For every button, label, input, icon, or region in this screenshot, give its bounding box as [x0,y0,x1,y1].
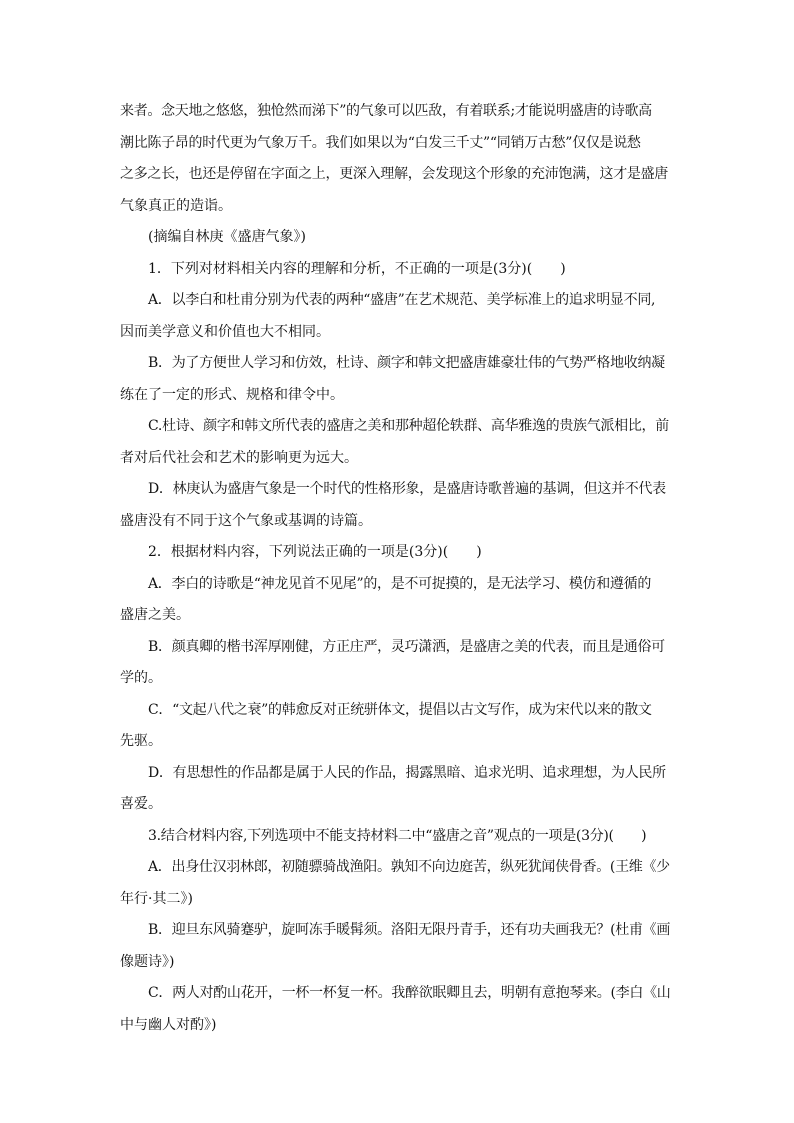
question-stem: 3.结合材料内容,下列选项中不能支持材料二中“盛唐之音”观点的一项是(3分)( ) [148,827,647,844]
option-line: B．颜真卿的楷书浑厚刚健，方正庄严，灵巧潇洒，是盛唐之美的代表，而且是通俗可 [148,638,665,655]
option-line: 者对后代社会和艺术的影响更为远大。 [120,449,358,466]
question-1 [120,254,680,538]
option-line: 中与幽人对酌》) [120,1016,217,1033]
option-line: 因而美学意义和价值也大不相同。 [120,323,330,340]
option-d [120,758,680,821]
option-b [120,348,680,411]
option-line: C．两人对酌山花开，一杯一杯复一杯。我醉欲眠卿且去，明朝有意抱琴来。(李白《山 [148,985,671,1001]
option-line: 喜爱。 [120,796,162,812]
option-b [120,632,680,695]
question-3 [120,821,680,1042]
option-d [120,474,680,537]
option-line: 盛唐之美。 [120,607,190,623]
option-b [120,915,680,978]
passage-line: 气象真正的造诣。 [120,197,232,214]
option-line: 盛唐没有不同于这个气象或基调的诗篇。 [120,512,372,529]
option-c [120,411,680,474]
option-a [120,569,680,632]
question-2 [120,537,680,821]
question-stem: 2．根据材料内容，下列说法正确的一项是(3分)( ) [148,544,482,560]
option-line: C.杜诗、颜字和韩文所代表的盛唐之美和那种超伦轶群、高华雅逸的贵族气派相比，前 [148,418,669,434]
passage-line: 之多之长，也还是停留在字面之上，更深入理解，会发现这个形象的充沛饱满，这才是盛唐 [120,166,668,182]
option-line: A．以李白和杜甫分别为代表的两种“盛唐”在艺术规范、美学标准上的追求明显不同, [148,292,656,308]
option-line: 学的。 [120,670,162,686]
option-c [120,695,680,758]
option-a [120,852,680,915]
option-c [120,978,680,1041]
option-line: B．迎旦东风骑蹇驴，旋呵冻手暖髯须。洛阳无限丹青手，还有功夫画我无？(杜甫《画 [148,922,671,938]
option-line: A．出身仕汉羽林郎，初随骠骑战渔阳。孰知不向边庭苦，纵死犹闻侠骨香。(王维《少 [148,859,670,875]
option-line: B．为了方便世人学习和仿效，杜诗、颜字和韩文把盛唐雄豪壮伟的气势严格地收纳凝 [148,355,665,371]
option-a [120,285,680,348]
option-line: 年行·其二》) [120,890,193,907]
option-line: 像题诗》) [120,953,175,970]
option-line: A．李白的诗歌是“神龙见首不见尾”的，是不可捉摸的，是无法学习、模仿和遵循的 [148,575,652,592]
passage-line: 来者。念天地之悠悠，独怆然而涕下”的气象可以匹敌，有着联系;才能说明盛唐的诗歌高 [120,103,652,119]
option-line: D．林庚认为盛唐气象是一个时代的性格形象，是盛唐诗歌普遍的基调，但这并不代表 [148,481,666,497]
question-stem: 1．下列对材料相关内容的理解和分析，不正确的一项是(3分)( ) [148,260,566,277]
option-line: C．“文起八代之衰”的韩愈反对正统骈体文，提倡以古文写作，成为宋代以来的散文 [148,701,652,718]
option-line: 先驱。 [120,733,162,749]
passage-line: 潮比陈子昂的时代更为气象万千。我们如果以为“白发三千丈”“同销万古愁”仅仅是说愁 [120,134,641,151]
document-page [120,96,680,1041]
passage-source: (摘编自林庚《盛唐气象》) [148,229,306,245]
passage-excerpt [120,96,680,254]
option-line: 练在了一定的形式、规格和律令中。 [120,386,344,403]
option-line: D．有思想性的作品都是属于人民的作品，揭露黑暗、追求光明、追求理想，为人民所 [148,764,666,781]
